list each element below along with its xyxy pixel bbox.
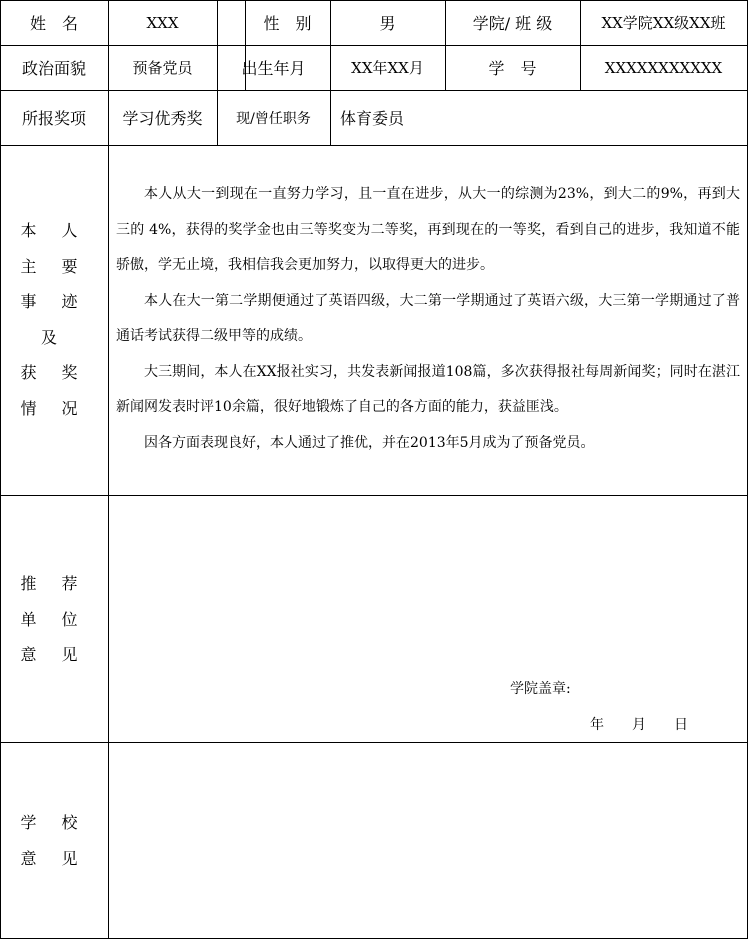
deeds-paragraph: 本人在大一第二学期便通过了英语四级，大二第一学期通过了英语六级，大三第一学期通过了普通话考试获得二级甲等的成绩。 <box>116 292 740 344</box>
college-seal-label: 学院盖章: <box>510 681 571 697</box>
school-label-line: 学 校 <box>20 813 88 832</box>
position-value: 体育委员 <box>340 109 405 128</box>
deeds-label-line: 本 人 <box>20 221 88 240</box>
recommend-label-line: 推 荐 <box>20 574 88 593</box>
award-value: 学习优秀奖 <box>122 109 203 128</box>
position-label: 现/曾任职务 <box>236 110 311 127</box>
gender-value: 男 <box>379 14 396 33</box>
recommend-label-line: 单 位 <box>20 609 88 629</box>
gender-label: 性 别 <box>263 14 312 33</box>
college-class-value: XX学院XX级XX班 <box>601 14 726 32</box>
political-status-value: 预备党员 <box>132 59 193 77</box>
deeds-paragraph: 本人从大一到现在一直努力学习，且一直在进步，从大一的综测为23%，到大二的9%，再到大三的 4%，获得的奖学金也由三等奖变为二等奖，再到现在的一等奖，看到自己的进步，我知道不能骄傲，学无止境，我相信我会更加努力，以取得更大的进步。 <box>116 186 740 273</box>
birth-date-label: 出生年月 <box>241 59 306 78</box>
deeds-label-line: 情 况 <box>20 398 88 418</box>
political-status-label: 政治面貌 <box>21 59 86 78</box>
deeds-label-line: 及 <box>40 327 67 347</box>
name-label: 姓 名 <box>29 14 78 33</box>
name-value: XXX <box>146 13 179 32</box>
college-class-label: 学院/ 班 级 <box>472 14 553 33</box>
spacer <box>217 0 245 45</box>
school-label-line: 意 见 <box>20 848 88 868</box>
birth-date-value: XX年XX月 <box>351 59 424 77</box>
deeds-text <box>116 177 740 461</box>
deeds-label-line: 主 要 <box>20 256 88 276</box>
deeds-label <box>0 213 108 426</box>
student-id-value: XXXXXXXXXXX <box>604 58 723 77</box>
deeds-paragraph: 因各方面表现良好，本人通过了推优，并在2013年5月成为了预备党员。 <box>144 434 595 451</box>
award-label: 所报奖项 <box>21 109 86 128</box>
recommend-label <box>0 566 108 673</box>
school-opinion-label <box>0 805 108 876</box>
deeds-label-line: 事 迹 <box>20 292 88 311</box>
recommend-date-line: 年 月 日 <box>590 717 688 733</box>
recommend-label-line: 意 见 <box>20 645 88 664</box>
student-id-label: 学 号 <box>488 59 537 78</box>
deeds-label-line: 获 奖 <box>20 363 88 382</box>
deeds-paragraph: 大三期间，本人在XX报社实习，共发表新闻报道108篇，多次获得报社每周新闻奖；同时在湛江新闻网发表时评10余篇，很好地锻炼了自己的各方面的能力，获益匪浅。 <box>116 363 740 415</box>
